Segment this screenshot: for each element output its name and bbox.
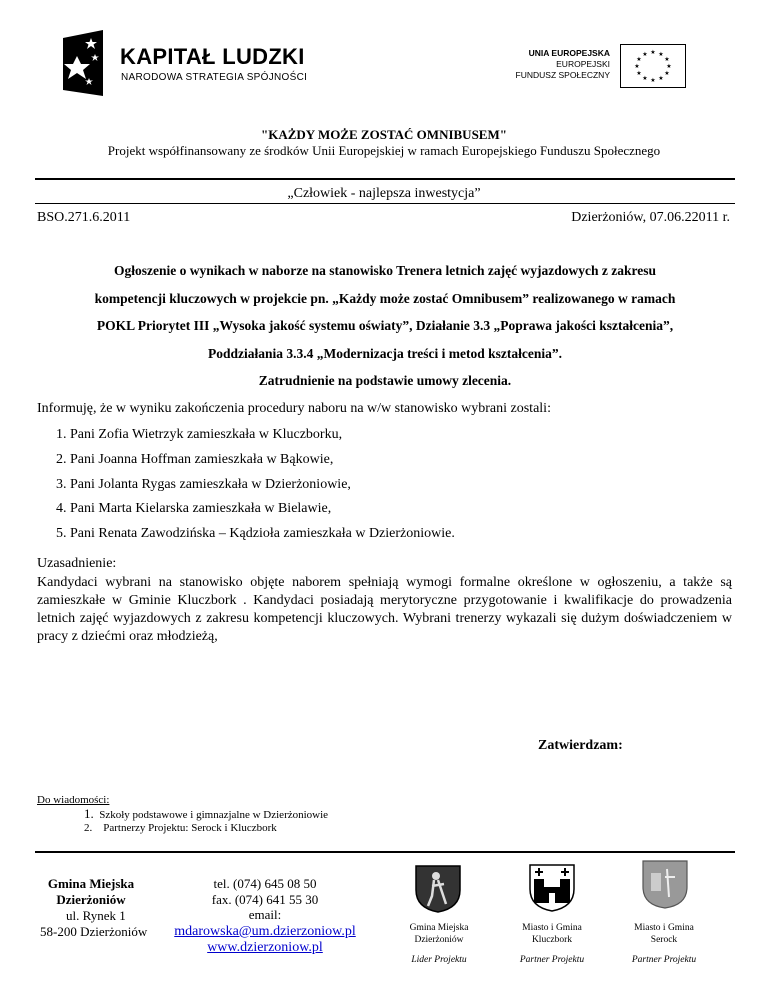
selected-candidates-list [56,423,455,547]
notice-list [84,806,328,836]
svg-text:★: ★ [666,63,672,70]
headline-line: Zatrudnienie na podstawie umowy zlecenia. [258,373,512,388]
footer-contact [160,876,370,956]
approval-label: Zatwierdzam: [538,738,623,753]
svg-text:★: ★ [664,70,670,77]
list-item: 3. Pani Jolanta Rygas zamieszkała w Dzierżoniowie, [56,476,351,492]
announcement-headline [40,257,730,395]
org-city: 58-200 Dzierżoniów [40,924,148,939]
notice-number: 1. [84,806,94,821]
eu-label-line2: EUROPEJSKI [556,59,610,69]
partner-caption [384,922,494,946]
partner-role: Partner Projektu [631,955,697,965]
dzierzoniow-crest-icon [410,862,466,914]
serock-crest-icon [637,857,693,909]
partner-name-line2: Kluczbork [531,935,573,945]
notice-text: Szkoły podstawowe i gimnazjalne w Dzierżoniowie [99,809,329,821]
website-link[interactable]: www.dzierzoniow.pl [207,940,323,955]
partner-name-line2: Serock [650,935,678,945]
justification-text: Kandydaci wybrani na stanowisko objęte naborem spełniają wymogi formalne określone w ogłoszeniu, a także są zamieszkałe w Gminie Kluczbork . Kandydaci posiadają merytoryczne przygotowanie i kwalifikacje do prowadzenia letnich zajęć wyjazdowych z zakresu kompetencji kluczowych. Wybrani trenerzy wykazali się dużym doświadczeniem w pracy z dziećmi oraz młodzieżą, [37,575,732,644]
svg-text:★: ★ [636,70,642,77]
list-item [84,821,328,836]
project-subtitle: Projekt współfinansowany ze środków Unii Europejskiej w ramach Europejskiego Funduszu Społecznego [107,143,661,158]
list-item: 2. Pani Joanna Hoffman zamieszkała w Bąkowie, [56,451,334,467]
list-item: 5. Pani Renata Zawodzińska – Kądzioła zamieszkała w Dzierżoniowie. [56,526,455,542]
footer-divider [35,851,735,853]
notice-heading: Do wiadomości: [37,794,110,806]
partner-name-line1: Gmina Miejska [409,923,469,933]
partner-caption [497,922,607,946]
partner-name-line2: Dzierżoniów [414,935,464,945]
eu-label-line1: UNIA EUROPEJSKA [528,48,610,58]
org-name-line2: Dzierżoniów [56,891,126,907]
notice-text: Partnerzy Projektu: Serock i Kluczbork [103,822,277,834]
header-divider [35,178,735,180]
eu-fund-label [480,48,610,81]
reference-number: BSO.271.6.2011 [37,210,131,225]
headline-line: Poddziałania 3.3.4 „Modernizacja treści i metod kształcenia”. [207,345,563,361]
intro-text: Informuję, że w wyniku zakończenia procedury naboru na w/w stanowisko wybrani zostali: [37,401,551,416]
motto-divider [35,203,735,204]
svg-text:★: ★ [642,75,648,82]
partner-role: Partner Projektu [519,955,585,965]
partner-role: Lider Projektu [411,955,467,965]
svg-text:★: ★ [636,56,642,63]
org-name-line1: Gmina Miejska [47,876,135,891]
contact-fax: fax. (074) 641 55 30 [211,891,319,907]
kapital-ludzki-logo-icon [55,28,105,98]
list-item: 4. Pani Marta Kielarska zamieszkała w Bielawie, [56,501,332,517]
kapital-ludzki-title: KAPITAŁ LUDZKI [120,44,305,69]
eu-flag-icon [620,44,686,88]
contact-email-label: email: [248,907,282,922]
headline-line: kompetencji kluczowych w projekcie pn. „Każdy może zostać Omnibusem” realizowanego w ramach [94,290,676,306]
partner-caption [609,922,719,946]
kluczbork-crest-icon [524,861,580,913]
project-motto: „Człowiek - najlepsza inwestycja” [287,186,481,201]
svg-text:★: ★ [664,56,670,63]
footer-organization [36,876,146,907]
svg-text:★: ★ [642,51,648,58]
eu-label-line3: FUNDUSZ SPOŁECZNY [515,70,610,80]
svg-text:★: ★ [650,49,656,56]
justification-heading: Uzasadnienie: [37,556,117,571]
partner-name-line1: Miasto i Gmina [634,923,694,933]
project-title: "KAŻDY MOŻE ZOSTAĆ OMNIBUSEM" [261,127,507,142]
notice-number: 2. [84,822,93,834]
svg-text:★: ★ [650,77,656,84]
email-link[interactable]: mdarowska@um.dzierzoniow.pl [174,923,356,939]
list-item [84,806,328,821]
document-date: Dzierżoniów, 07.06.22011 r. [571,210,730,225]
headline-line: POKL Priorytet III „Wysoka jakość systemu oświaty”, Działanie 3.3 „Poprawa jakości kształcenia”, [96,318,674,333]
list-item: 1. Pani Zofia Wietrzyk zamieszkała w Kluczborku, [56,427,343,442]
svg-text:★: ★ [634,63,640,70]
svg-text:★: ★ [658,51,664,58]
svg-text:★: ★ [658,75,664,82]
headline-line: Ogłoszenie o wynikach w naborze na stanowisko Trenera letnich zajęć wyjazdowych z zakresu [114,263,656,278]
org-street: ul. Rynek 1 [66,908,126,923]
kapital-ludzki-subtitle: NARODOWA STRATEGIA SPÓJNOŚCI [121,72,308,83]
contact-tel: tel. (074) 645 08 50 [213,876,317,891]
partner-name-line1: Miasto i Gmina [522,923,582,933]
